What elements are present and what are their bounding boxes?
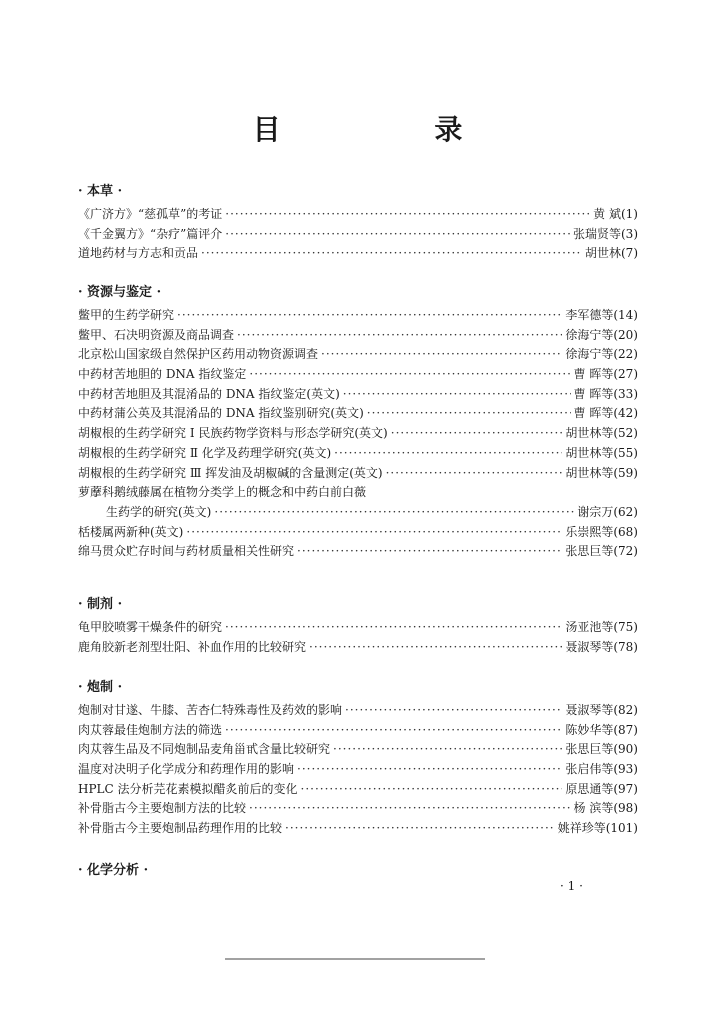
entry-title: 道地药材与方志和贡品 bbox=[78, 246, 199, 261]
dot-leader bbox=[186, 523, 562, 543]
entry-author-page: 聂淑琴等(78) bbox=[565, 639, 638, 654]
entry-title: HPLC 法分析芫花素模拟醋炙前后的变化 bbox=[78, 781, 298, 796]
dot-leader bbox=[225, 205, 590, 225]
dot-leader bbox=[367, 404, 571, 424]
entry-author-page: 李军德等(14) bbox=[565, 308, 638, 322]
toc-entry bbox=[78, 819, 638, 839]
entry-title: 《广济方》“慈孤草”的考证 bbox=[78, 207, 223, 221]
toc-section bbox=[78, 183, 638, 264]
toc-entry bbox=[78, 385, 638, 405]
entry-title: 中药材蒲公英及其混淆品的 DNA 指纹鉴别研究(英文) bbox=[78, 406, 364, 421]
dot-leader bbox=[249, 799, 571, 819]
entry-author-page: 张思巨等(72) bbox=[565, 544, 638, 559]
toc-entry bbox=[78, 760, 638, 780]
dot-leader bbox=[345, 701, 562, 721]
entry-title: 补骨脂古今主要炮制方法的比较 bbox=[78, 801, 247, 816]
entry-author-page: 胡世林(7) bbox=[585, 246, 638, 261]
entry-title: 肉苁蓉最佳炮制方法的筛选 bbox=[78, 722, 223, 737]
dot-leader bbox=[333, 740, 562, 760]
dot-leader bbox=[249, 365, 570, 385]
entry-title: 萝藦科鹅绒藤属在植物分类学上的概念和中药白前白薇 bbox=[78, 485, 367, 500]
dot-leader bbox=[214, 503, 574, 523]
dot-leader bbox=[285, 819, 555, 839]
toc-entry bbox=[78, 523, 638, 543]
toc-entry bbox=[78, 326, 638, 346]
page-title: 目 录 bbox=[252, 113, 535, 146]
toc-entry bbox=[78, 638, 638, 658]
dot-leader bbox=[386, 464, 563, 484]
entry-title: 胡椒根的生药学研究 Ⅱ 化学及药理学研究(英文) bbox=[78, 445, 332, 460]
section-heading: · 资源与鉴定 · bbox=[78, 285, 162, 300]
dot-leader bbox=[334, 444, 562, 464]
section-heading: · 制剂 · bbox=[78, 597, 123, 612]
toc-entry bbox=[78, 701, 638, 721]
entry-title: 栝楼属两新种(英文) bbox=[78, 524, 184, 539]
toc-entry bbox=[78, 618, 638, 638]
entry-title: 《千金翼方》“杂疗”篇评介 bbox=[78, 226, 223, 241]
toc-section bbox=[78, 284, 638, 562]
entry-author-page: 曹 晖等(27) bbox=[573, 367, 638, 382]
toc-entry bbox=[78, 205, 638, 225]
dot-leader bbox=[177, 306, 562, 326]
dot-leader bbox=[343, 385, 571, 405]
toc-entry bbox=[78, 404, 638, 424]
toc-entry bbox=[78, 542, 638, 562]
bottom-rule bbox=[225, 958, 485, 960]
toc-entry bbox=[78, 225, 638, 245]
dot-leader bbox=[297, 760, 562, 780]
entry-title: 温度对决明子化学成分和药理作用的影响 bbox=[78, 762, 295, 777]
toc-section bbox=[78, 596, 638, 657]
entry-title: 鹿角胶新老剂型壮阳、补血作用的比较研究 bbox=[78, 639, 307, 654]
entry-author-page: 谢宗万(62) bbox=[577, 504, 638, 519]
entry-title: 胡椒根的生药学研究 Ⅰ 民族药物学资料与形态学研究(英文) bbox=[78, 426, 388, 441]
dot-leader bbox=[301, 780, 563, 800]
toc-entry bbox=[78, 483, 638, 503]
dot-leader bbox=[225, 225, 570, 245]
entry-title: 炮制对甘遂、牛膝、苦杏仁特殊毒性及药效的影响 bbox=[78, 703, 343, 717]
section-heading: · 炮制 · bbox=[78, 680, 123, 695]
toc-entry bbox=[78, 365, 638, 385]
section-heading: · 化学分析 · bbox=[78, 863, 149, 878]
entry-title: 北京松山国家级自然保护区药用动物资源调查 bbox=[78, 347, 319, 362]
dot-leader bbox=[225, 721, 562, 741]
toc-entry bbox=[78, 503, 638, 523]
section-heading: · 本草 · bbox=[78, 184, 123, 199]
toc-entry bbox=[78, 799, 638, 819]
entry-author-page: 汤亚池等(75) bbox=[565, 620, 638, 634]
entry-author-page: 胡世林等(59) bbox=[565, 465, 638, 480]
toc-entry bbox=[78, 424, 638, 444]
entry-author-page: 姚祥珍等(101) bbox=[557, 821, 638, 836]
dot-leader bbox=[201, 244, 582, 264]
dot-leader bbox=[321, 345, 562, 365]
toc-entry bbox=[78, 345, 638, 365]
entry-title: 中药材苦地胆及其混淆品的 DNA 指纹鉴定(英文) bbox=[78, 386, 340, 401]
toc-section bbox=[78, 679, 638, 839]
entry-title: 胡椒根的生药学研究 Ⅲ 挥发油及胡椒碱的含量测定(英文) bbox=[78, 465, 383, 480]
toc-entry bbox=[78, 721, 638, 741]
toc-entry bbox=[78, 780, 638, 800]
entry-author-page: 原思通等(97) bbox=[565, 781, 638, 796]
entry-author-page: 曹 晖等(42) bbox=[573, 406, 638, 421]
entry-author-page: 张启伟等(93) bbox=[565, 762, 638, 777]
entry-author-page: 徐海宁等(20) bbox=[565, 327, 638, 342]
toc-section bbox=[78, 862, 638, 884]
entry-title: 鳖甲、石决明资源及商品调查 bbox=[78, 327, 235, 342]
dot-leader bbox=[297, 542, 562, 562]
toc-entry bbox=[78, 306, 638, 326]
toc-entry bbox=[78, 244, 638, 264]
toc-entry bbox=[78, 740, 638, 760]
entry-author-page: 聂淑琴等(82) bbox=[565, 703, 638, 717]
entry-title: 鳖甲的生药学研究 bbox=[78, 308, 175, 322]
entry-author-page: 陈妙华等(87) bbox=[565, 722, 638, 737]
entry-title: 生药学的研究(英文) bbox=[106, 504, 212, 519]
entry-author-page: 张瑞贤等(3) bbox=[573, 226, 638, 241]
entry-author-page: 徐海宁等(22) bbox=[565, 347, 638, 362]
entry-title: 补骨脂古今主要炮制品药理作用的比较 bbox=[78, 821, 283, 836]
entry-author-page: 黄 斌(1) bbox=[593, 207, 638, 221]
entry-author-page: 杨 滨等(98) bbox=[573, 801, 638, 816]
entry-author-page: 张思巨等(90) bbox=[565, 742, 638, 757]
entry-author-page: 曹 晖等(33) bbox=[573, 386, 638, 401]
toc-entry bbox=[78, 444, 638, 464]
dot-leader bbox=[237, 326, 562, 346]
dot-leader bbox=[309, 638, 562, 658]
entry-author-page: 胡世林等(52) bbox=[565, 426, 638, 441]
entry-title: 肉苁蓉生品及不同炮制品麦角甾甙含量比较研究 bbox=[78, 742, 331, 757]
entry-title: 绵马贯众贮存时间与药材质量相关性研究 bbox=[78, 544, 295, 559]
entry-title: 龟甲胶喷雾干燥条件的研究 bbox=[78, 620, 223, 634]
entry-author-page: 乐崇熙等(68) bbox=[565, 524, 638, 539]
entry-author-page: 胡世林等(55) bbox=[565, 445, 638, 460]
toc-entry bbox=[78, 464, 638, 484]
entry-title: 中药材苦地胆的 DNA 指纹鉴定 bbox=[78, 367, 247, 382]
page-number: · 1 · bbox=[560, 879, 583, 893]
dot-leader bbox=[225, 618, 562, 638]
dot-leader bbox=[391, 424, 563, 444]
